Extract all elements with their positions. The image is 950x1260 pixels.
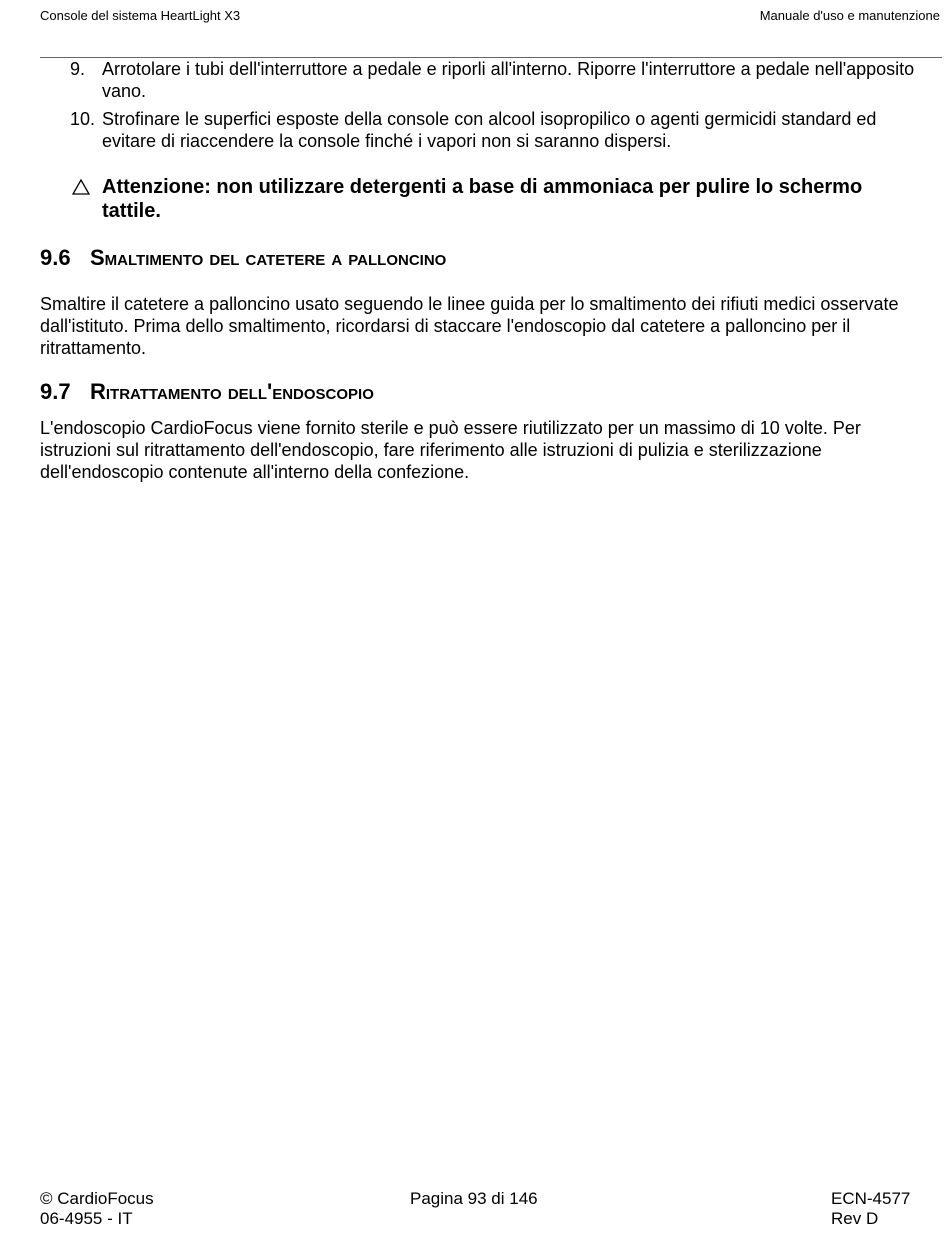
footer-right	[831, 1189, 910, 1229]
list-item	[40, 58, 922, 102]
footer-ecn: ECN-4577	[831, 1189, 911, 1208]
section-heading	[40, 379, 922, 405]
footer-document-code: 06-4955 - IT	[40, 1209, 133, 1228]
step-text: Strofinare le superfici esposte della console con alcool isopropilico o agenti germicidi standard ed evitare di riaccendere la console finché i vapori non si saranno dispersi.	[102, 109, 877, 151]
section-paragraph: L'endoscopio CardioFocus viene fornito sterile e può essere riutilizzato per un massimo di 10 volte. Per istruzioni sul ritrattamento dell'endoscopio, fare riferimento alle istruzioni di pulizia e sterilizzazione dell'endoscopio contenute all'interno della confezione.	[40, 418, 861, 482]
step-text: Arrotolare i tubi dell'interruttore a pedale e riporli all'interno. Riporre l'interruttore a pedale nell'apposito vano.	[102, 59, 915, 101]
footer-page-number: Pagina 93 di 146	[410, 1189, 538, 1208]
section-title: Ritrattamento dell'endoscopio	[90, 379, 374, 404]
page-content	[40, 58, 922, 483]
header-manual-type: Manuale d'uso e manutenzione	[759, 8, 940, 23]
warning-text: Attenzione: non utilizzare detergenti a base di ammoniaca per pulire lo schermo tattile.	[102, 176, 863, 222]
section-paragraph: Smaltire il catetere a palloncino usato seguendo le linee guida per lo smaltimento dei rifiuti medici osservate dall'istituto. Prima dello smaltimento, ricordarsi di staccare l'endoscopio dal catetere a palloncino per il ritrattamento.	[40, 294, 899, 358]
warning-triangle-icon	[72, 175, 90, 195]
section-number: 9.6	[40, 245, 71, 270]
step-list	[40, 58, 922, 152]
footer-left	[40, 1189, 154, 1229]
footer-copyright: © CardioFocus	[40, 1189, 154, 1208]
section-heading	[40, 245, 922, 271]
warning-notice	[40, 175, 922, 223]
footer-revision: Rev D	[831, 1209, 879, 1228]
section-title: Smaltimento del catetere a palloncino	[90, 245, 447, 270]
section-number: 9.7	[40, 379, 71, 404]
list-item	[40, 108, 922, 152]
header-document-title: Console del sistema HeartLight X3	[40, 8, 241, 23]
step-number: 10.	[70, 109, 96, 129]
step-number: 9.	[70, 59, 86, 79]
